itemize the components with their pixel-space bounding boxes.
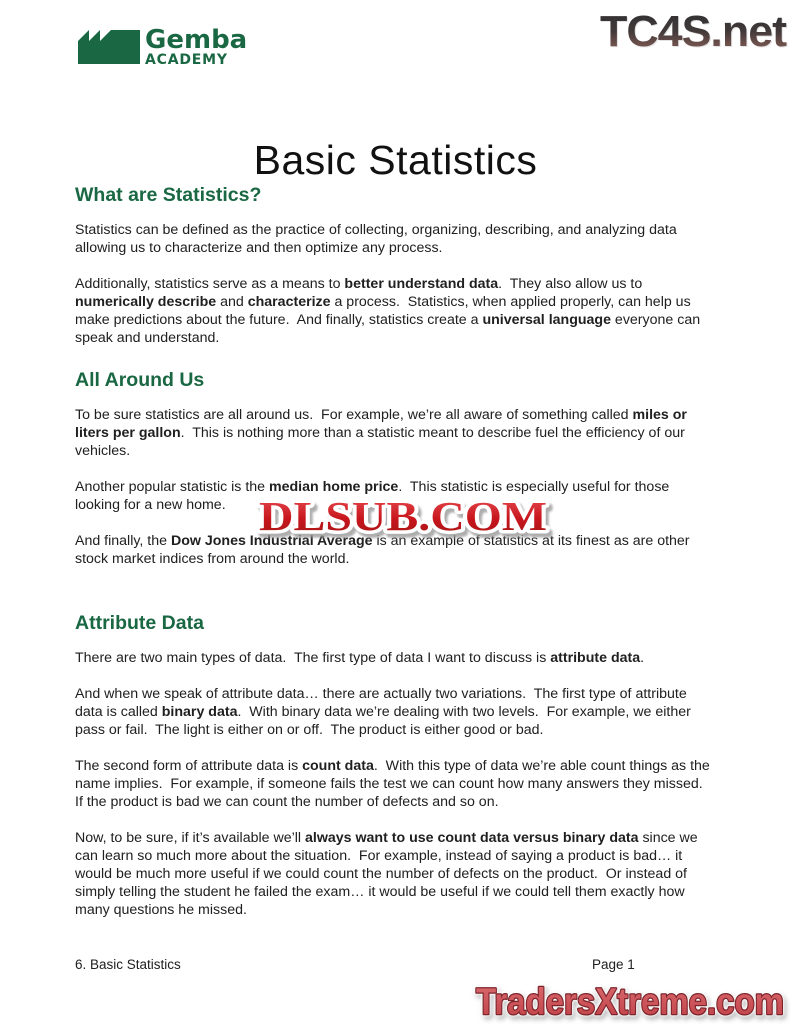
section-all-around-us [75, 369, 716, 568]
logo-name: Gemba [145, 25, 248, 55]
paragraph: There are two main types of data. The first type of data I want to discuss is attribute data. [75, 650, 645, 666]
paragraph: To be sure statistics are all around us. For example, we’re all aware of something called miles or liters per gallon. This is nothing more than a statistic meant to describe fuel the efficiency of our vehicles. [75, 407, 691, 459]
page-title: Basic Statistics [253, 137, 538, 184]
section-heading: What are Statistics? [75, 184, 262, 206]
watermark-dlsub-text: DLSUB.COM [259, 493, 547, 539]
watermark-tradersxtreme [470, 978, 791, 1024]
footer-document-title: 6. Basic Statistics [75, 957, 181, 972]
section-heading: All Around Us [75, 369, 205, 391]
paragraph: The second form of attribute data is count data. With this type of data we’re able count things as the name implies. For example, if someone fails the test we can count how many answers they missed. If the product is bad we can count the number of defects and so on. [75, 758, 714, 810]
document-body [75, 184, 716, 937]
logo-text [145, 26, 247, 68]
logo-subtitle: ACADEMY [145, 52, 228, 68]
paragraph: And when we speak of attribute data… there are actually two variations. The first type of attribute data is called binary data. With binary data we’re dealing with two levels. For example, we either pass or fail. The light is either on or off. The product is either good or bad. [75, 686, 695, 738]
factory-icon [78, 26, 140, 64]
section-attribute-data [75, 612, 716, 919]
paragraph: Additionally, statistics serve as a means to better understand data. They also allow us to numerically describe and characterize a process. Statistics, when applied properly, can help us make predictions about the future. And finally, statistics create a universal language everyone can speak and understand. [75, 276, 705, 346]
watermark-tc4s [596, 3, 790, 62]
watermark-tradersxtreme-text: TradersXtreme.com [476, 981, 784, 1022]
footer-page-number: Page 1 [592, 957, 635, 972]
gemba-academy-logo [78, 26, 247, 68]
paragraph: Now, to be sure, if it’s available we’ll always want to use count data versus binary data since we can learn so much more about the situation. For example, instead of saying a product is bad… it would be much more useful if we could count the number of defects on the product. Or instead of simply telling the student he failed the exam… it would be useful if we could tell them exactly how many questions he missed. [75, 830, 702, 918]
watermark-tc4s-text: TC4S.net [600, 7, 788, 56]
paragraph: Statistics can be defined as the practice of collecting, organizing, describing, and analyzing data allowing us to characterize and then optimize any process. [75, 222, 681, 256]
section-what-are-statistics [75, 184, 716, 347]
paragraph: Another popular statistic is the median home price. This statistic is especially useful for those looking for a new home. [75, 479, 674, 513]
paragraph: And finally, the Dow Jones Industrial Average is an example of statistics at its finest as are other stock market indices from around the world. [75, 533, 694, 567]
section-heading: Attribute Data [75, 612, 204, 634]
